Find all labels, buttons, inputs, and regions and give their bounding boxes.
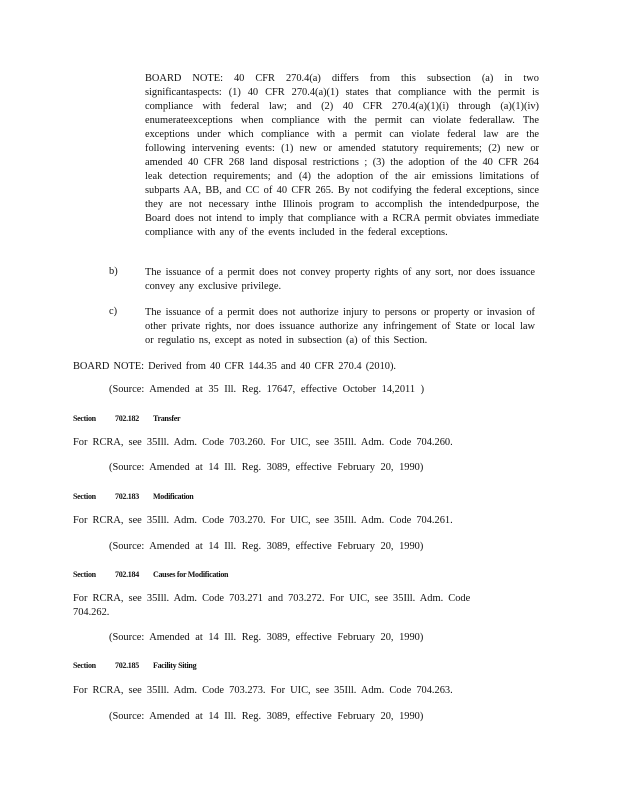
subsection-c-text: The issuance of a permit does not authorize injury to persons or property or invasion of other private rights, nor does issuance authorize any infringement of State or local law or regulatio ns, except as noted in subsection (a) of this Section. — [145, 307, 535, 346]
subsection-c-label: c) — [109, 306, 118, 317]
section-word: Section — [73, 661, 96, 670]
section-heading — [73, 570, 228, 579]
section-body: For RCRA, see 35Ill. Adm. Code 703.273. For UIC, see 35Ill. Adm. Code 704.263. — [73, 685, 453, 696]
board-note-exceptions: BOARD NOTE: 40 CFR 270.4(a) differs from this subsection (a) in two significantaspects: (1) 40 CFR 270.4(a)(1) states that compliance with the permit is compliance with federal law; and (2) 40 CFR 270.4(a)(1)(i) through (a)(1)(iv) enumerateexceptions when compliance with the permit can violate federallaw. The exceptions under which compliance with a permit can violate federal law are the following intervening events: (1) new or amended statutory requirements; (2) new or amended 40 CFR 268 land disposal restrictions ; (3) the adoption of the 40 CFR 264 leak detection requirements; and (4) the adoption of the air emissions limitations of subparts AA, BB, and CC of 40 CFR 265. By not codifying the federal exceptions, since they are not necessary inthe Illinois program to accomplish the intendedpurpose, the Board does not intend to imply that compliance with a RCRA permit obviates immediate compliance with any of the events included in the federal exceptions. — [145, 73, 539, 238]
section-body: For RCRA, see 35Ill. Adm. Code 703.270. For UIC, see 35Ill. Adm. Code 704.261. — [73, 515, 453, 526]
section-number: 702.183 — [115, 492, 139, 501]
subsection-b-label: b) — [109, 266, 118, 277]
section-title: Causes for Modification — [153, 570, 229, 579]
section-body: For RCRA, see 35Ill. Adm. Code 703.271 and 703.272. For UIC, see 35Ill. Adm. Code 704.262. — [73, 593, 471, 618]
section-heading — [73, 414, 180, 423]
section-heading — [73, 492, 193, 501]
section-word: Section — [73, 414, 96, 423]
section-title: Facility Siting — [153, 661, 197, 670]
section-title: Modification — [153, 492, 194, 501]
section-source: (Source: Amended at 14 Ill. Reg. 3089, effective February 20, 1990) — [109, 632, 424, 643]
section-source: (Source: Amended at 14 Ill. Reg. 3089, effective February 20, 1990) — [109, 711, 424, 722]
section-heading — [73, 661, 196, 670]
section-word: Section — [73, 492, 96, 501]
source-note: (Source: Amended at 35 Ill. Reg. 17647, effective October 14,2011 ) — [109, 384, 425, 395]
section-title: Transfer — [153, 414, 181, 423]
subsection-b-text: The issuance of a permit does not convey property rights of any sort, nor does issuance convey any exclusive privilege. — [145, 267, 535, 292]
section-number: 702.185 — [115, 661, 139, 670]
board-note-derived: BOARD NOTE: Derived from 40 CFR 144.35 and 40 CFR 270.4 (2010). — [73, 361, 397, 372]
section-body: For RCRA, see 35Ill. Adm. Code 703.260. For UIC, see 35Ill. Adm. Code 704.260. — [73, 437, 453, 448]
section-source: (Source: Amended at 14 Ill. Reg. 3089, effective February 20, 1990) — [109, 541, 424, 552]
section-number: 702.184 — [115, 570, 139, 579]
section-number: 702.182 — [115, 414, 139, 423]
section-word: Section — [73, 570, 96, 579]
section-source: (Source: Amended at 14 Ill. Reg. 3089, effective February 20, 1990) — [109, 462, 424, 473]
